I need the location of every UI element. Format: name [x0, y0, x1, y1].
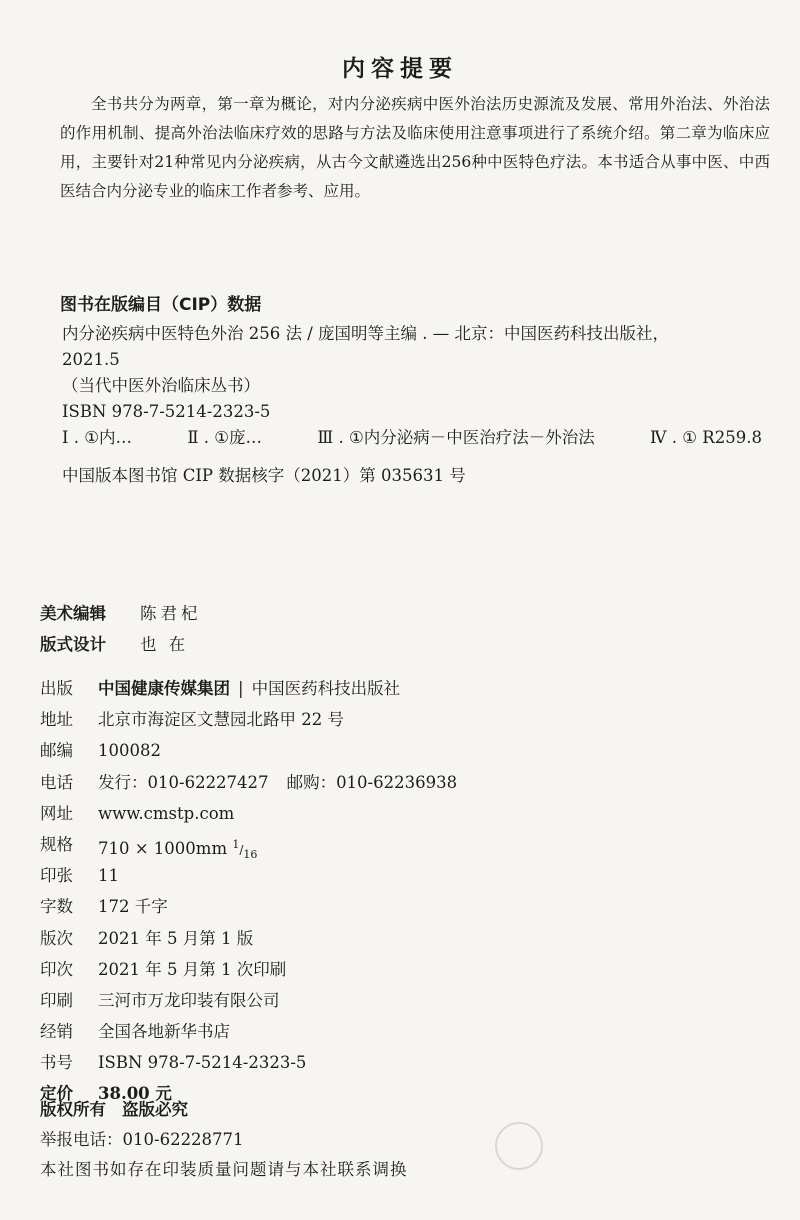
distributor-row [40, 1016, 457, 1047]
format-fraction-numerator: 1 [232, 837, 240, 851]
cip-section [60, 290, 780, 489]
format-value: 710 × 1000mm [98, 838, 228, 858]
publisher-group: 中国健康传媒集团 [98, 679, 230, 698]
phone-row [40, 767, 457, 798]
distributor-value: 全国各地新华书店 [98, 1022, 230, 1042]
cip-class-4: Ⅳ . ① R259.8 [650, 428, 762, 447]
words-label: 字数 [40, 897, 73, 917]
book-number-row [40, 1047, 457, 1078]
sheets-value: 11 [98, 866, 119, 886]
publisher-separator: | [238, 679, 244, 698]
cip-class-2: Ⅱ . ①庞… [187, 428, 263, 447]
price-value: 38.00 元 [98, 1084, 172, 1104]
book-number-value: ISBN 978-7-5214-2323-5 [98, 1053, 307, 1073]
sheets-row [40, 860, 457, 891]
report-phone: 举报电话：010-62228771 [40, 1130, 244, 1149]
format-label: 规格 [40, 834, 73, 854]
edition-row [40, 923, 457, 954]
bleed-through-seal [495, 1122, 543, 1170]
postcode-row [40, 735, 457, 766]
impression-value: 2021 年 5 月第 1 次印刷 [98, 959, 287, 979]
publisher-label: 出版 [40, 679, 73, 698]
address-label: 地址 [40, 710, 73, 730]
printer-value: 三河市万龙印装有限公司 [98, 990, 280, 1010]
phone-label: 电话 [40, 772, 73, 792]
words-value: 172 千字 [98, 897, 168, 917]
impression-row [40, 954, 457, 985]
address-row [40, 704, 457, 735]
printer-label: 印刷 [40, 990, 73, 1010]
cip-check-number: 中国版本图书馆 CIP 数据核字（2021）第 035631 号 [62, 466, 466, 485]
phone-mail-order: 邮购：010-62236938 [286, 772, 458, 792]
layout-design-row [40, 629, 202, 660]
cip-line-2: 2021.5 [62, 350, 120, 369]
distributor-label: 经销 [40, 1022, 73, 1042]
format-fraction: $^1/_{16}$ [232, 837, 258, 861]
cip-class-3: Ⅲ . ①内分泌病－中医治疗法－外治法 [317, 428, 595, 447]
website-value: www.cmstp.com [98, 803, 235, 823]
copyright-line [40, 1095, 408, 1125]
website-row [40, 798, 457, 829]
address-value: 北京市海淀区文慧园北路甲 22 号 [98, 710, 344, 730]
printer-row [40, 985, 457, 1016]
art-editor-label: 美术编辑 [40, 604, 106, 623]
cip-series: （当代中医外治临床丛书） [62, 376, 260, 395]
copyright-reserved: 版权所有 [40, 1100, 106, 1119]
postcode-value: 100082 [98, 741, 161, 761]
book-number-label: 书号 [40, 1053, 73, 1073]
edition-value: 2021 年 5 月第 1 版 [98, 928, 254, 948]
summary-title: 内容提要 [342, 56, 458, 82]
edition-label: 版次 [40, 928, 73, 948]
rights-section [40, 1095, 408, 1185]
format-row [40, 829, 457, 860]
cip-line-1: 内分泌疾病中医特色外治 256 法 / 庞国明等主编 . — 北京：中国医药科技出版社， [62, 324, 670, 343]
cip-isbn: ISBN 978-7-5214-2323-5 [62, 402, 271, 421]
layout-design-value: 也 在 [140, 635, 190, 654]
art-editor-row [40, 598, 202, 629]
format-fraction-denominator: 16 [243, 847, 258, 861]
piracy-warning: 盗版必究 [122, 1100, 188, 1119]
quality-notice: 本社图书如存在印装质量问题请与本社联系调换 [40, 1160, 408, 1179]
postcode-label: 邮编 [40, 741, 73, 761]
website-label: 网址 [40, 803, 73, 823]
summary-section [60, 90, 770, 206]
publication-info [40, 673, 457, 1110]
sheets-label: 印张 [40, 866, 73, 886]
publisher-row [40, 673, 457, 704]
layout-design-label: 版式设计 [40, 635, 106, 654]
cip-heading: 图书在版编目（CIP）数据 [60, 295, 262, 315]
cip-class-1: Ⅰ . ①内… [62, 428, 133, 447]
art-editor-value: 陈君杞 [140, 604, 202, 623]
words-row [40, 891, 457, 922]
phone-distribution: 发行：010-62227427 [98, 772, 269, 792]
summary-text: 全书共分为两章，第一章为概论，对内分泌疾病中医外治法历史源流及发展、常用外治法、外治法的作用机制、提高外治法临床疗效的思路与方法及临床使用注意事项进行了系统介绍。第二章为临床应用，主要针对21种常见内分泌疾病，从古今文献遴选出256种中医特色疗法。本书适合从事中医、中西医结合内分泌专业的临床工作者参考、应用。 [60, 95, 770, 200]
publisher-name: 中国医药科技出版社 [251, 679, 401, 698]
cip-classification [62, 425, 762, 451]
design-credits [40, 598, 202, 660]
price-label: 定价 [40, 1084, 73, 1104]
impression-label: 印次 [40, 959, 73, 979]
